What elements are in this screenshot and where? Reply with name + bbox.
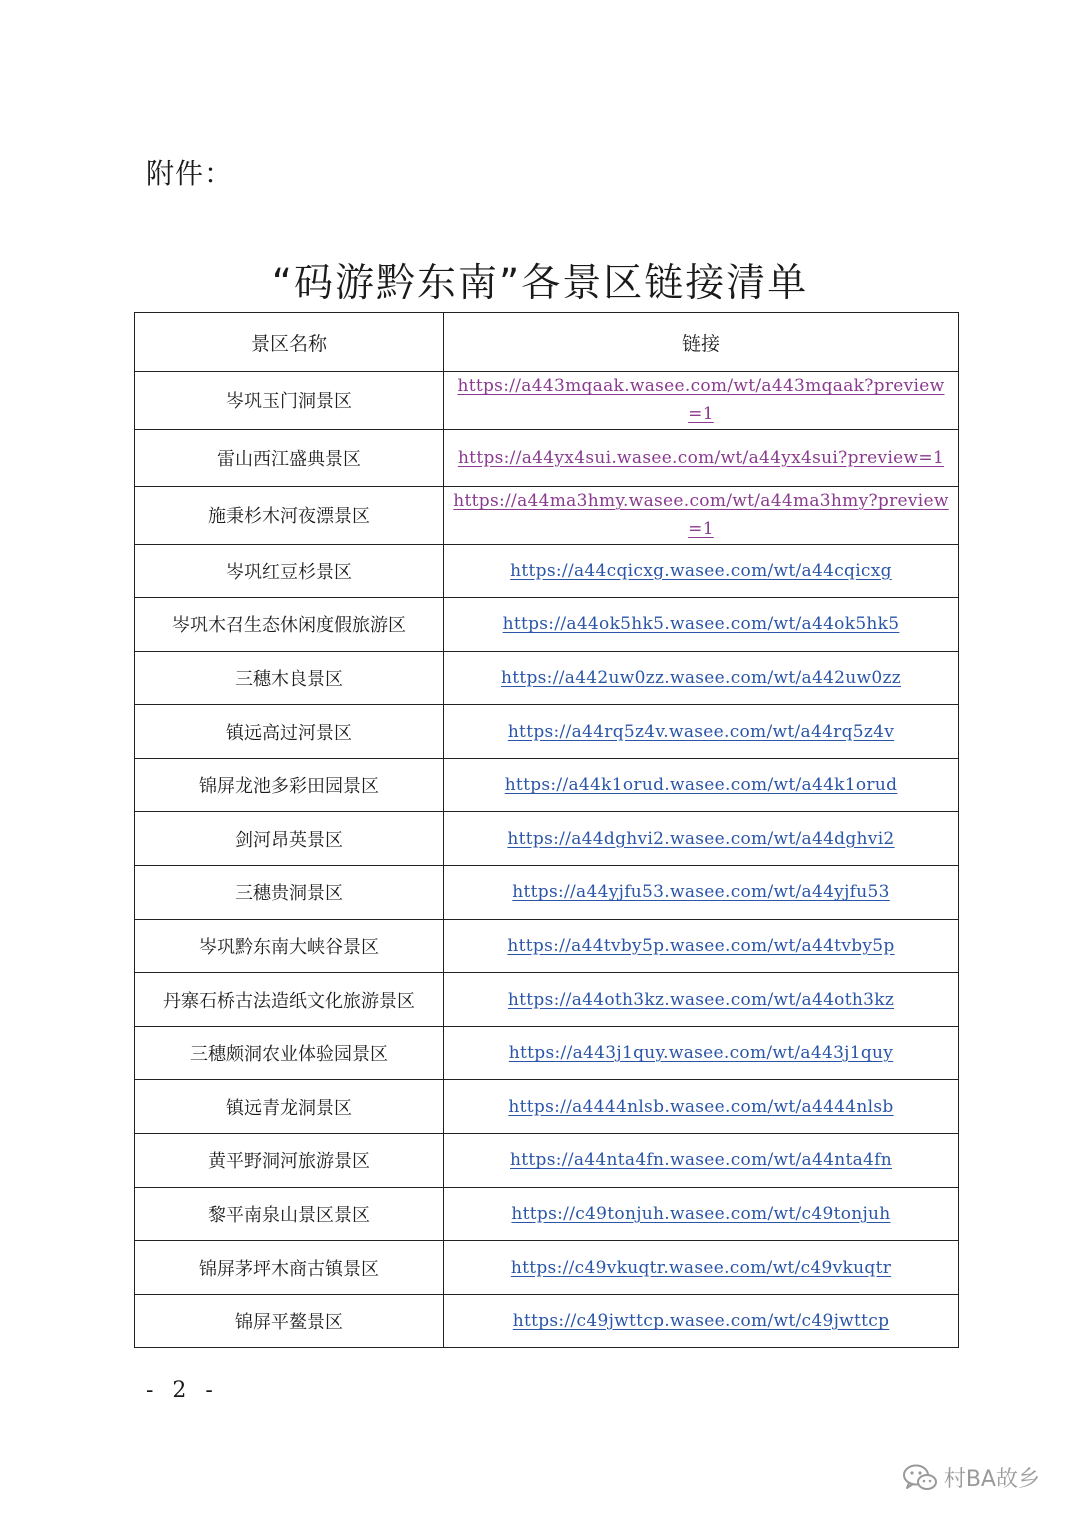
- scenic-area-name: 锦屏龙池多彩田园景区: [135, 758, 444, 812]
- column-header-link: 链接: [444, 313, 959, 372]
- table-row: [135, 705, 959, 759]
- table-row: [135, 544, 959, 598]
- scenic-area-name: 三穗木良景区: [135, 651, 444, 705]
- scenic-area-name: 剑河昂英景区: [135, 812, 444, 866]
- scenic-area-link[interactable]: https://a44rq5z4v.wasee.com/wt/a44rq5z4v: [507, 721, 895, 742]
- link-cell: [444, 651, 959, 705]
- scenic-area-link[interactable]: https://a44oth3kz.wasee.com/wt/a44oth3kz: [507, 989, 895, 1010]
- table-row: [135, 1026, 959, 1080]
- scenic-links-table: [134, 312, 959, 1348]
- scenic-area-link[interactable]: https://a44nta4fn.wasee.com/wt/a44nta4fn: [510, 1150, 892, 1171]
- scenic-area-link[interactable]: https://a443mqaak.wasee.com/wt/a443mqaak?preview=1: [457, 376, 945, 425]
- table-row: [135, 758, 959, 812]
- table-row: [135, 812, 959, 866]
- link-cell: [444, 429, 959, 487]
- table-row: [135, 1241, 959, 1295]
- link-cell: [444, 1134, 959, 1188]
- scenic-area-name: 岑巩黔东南大峡谷景区: [135, 919, 444, 973]
- scenic-area-link[interactable]: https://a44k1orud.wasee.com/wt/a44k1orud: [504, 775, 898, 796]
- wechat-icon: [902, 1463, 938, 1493]
- link-cell: [444, 1080, 959, 1134]
- table-row: [135, 651, 959, 705]
- page-number: - 2 -: [146, 1378, 219, 1403]
- scenic-area-link[interactable]: https://a44yx4sui.wasee.com/wt/a44yx4sui?preview=1: [457, 447, 945, 468]
- table-row: [135, 1080, 959, 1134]
- scenic-area-name: 镇远青龙洞景区: [135, 1080, 444, 1134]
- link-cell: [444, 758, 959, 812]
- scenic-area-link[interactable]: https://a44yjfu53.wasee.com/wt/a44yjfu53: [512, 882, 890, 903]
- scenic-area-name: 岑巩红豆杉景区: [135, 544, 444, 598]
- table-row: [135, 598, 959, 652]
- table-row: [135, 1134, 959, 1188]
- table-row: [135, 1294, 959, 1348]
- link-cell: [444, 973, 959, 1027]
- link-cell: [444, 812, 959, 866]
- scenic-area-name: 雷山西江盛典景区: [135, 429, 444, 487]
- link-cell: [444, 1294, 959, 1348]
- table-row: [135, 429, 959, 487]
- table-row: [135, 973, 959, 1027]
- scenic-area-link[interactable]: https://a442uw0zz.wasee.com/wt/a442uw0zz: [500, 667, 902, 688]
- scenic-area-name: 锦屏茅坪木商古镇景区: [135, 1241, 444, 1295]
- scenic-area-name: 施秉杉木河夜漂景区: [135, 487, 444, 545]
- scenic-area-name: 镇远高过河景区: [135, 705, 444, 759]
- scenic-area-name: 三穗贵洞景区: [135, 866, 444, 920]
- link-cell: [444, 1026, 959, 1080]
- scenic-area-name: 黎平南泉山景区景区: [135, 1187, 444, 1241]
- scenic-area-link[interactable]: https://a44ma3hmy.wasee.com/wt/a44ma3hmy?preview=1: [453, 491, 949, 540]
- scenic-area-name: 三穗颇洞农业体验园景区: [135, 1026, 444, 1080]
- scenic-area-link[interactable]: https://a44ok5hk5.wasee.com/wt/a44ok5hk5: [502, 614, 900, 635]
- scenic-area-name: 岑巩木召生态休闲度假旅游区: [135, 598, 444, 652]
- scenic-area-link[interactable]: https://c49vkuqtr.wasee.com/wt/c49vkuqtr: [510, 1257, 892, 1278]
- scenic-area-name: 丹寨石桥古法造纸文化旅游景区: [135, 973, 444, 1027]
- attachment-label: 附件：: [146, 157, 234, 190]
- link-cell: [444, 866, 959, 920]
- watermark-text: 村BA故乡: [943, 1467, 1040, 1492]
- scenic-area-name: 锦屏平鳌景区: [135, 1294, 444, 1348]
- scenic-area-link[interactable]: https://c49jwttcp.wasee.com/wt/c49jwttcp: [512, 1311, 890, 1332]
- table-row: [135, 1187, 959, 1241]
- document-title: “码游黔东南”各景区链接清单: [271, 261, 809, 306]
- link-cell: [444, 705, 959, 759]
- scenic-area-link[interactable]: https://c49tonjuh.wasee.com/wt/c49tonjuh: [511, 1203, 891, 1224]
- scenic-area-name: 黄平野洞河旅游景区: [135, 1134, 444, 1188]
- scenic-area-link[interactable]: https://a44cqicxg.wasee.com/wt/a44cqicxg: [510, 560, 892, 581]
- table-row: [135, 487, 959, 545]
- table-body: [135, 372, 959, 1348]
- watermark: [902, 1462, 1040, 1493]
- link-cell: [444, 487, 959, 545]
- link-cell: [444, 1241, 959, 1295]
- link-cell: [444, 544, 959, 598]
- link-cell: [444, 1187, 959, 1241]
- link-cell: [444, 919, 959, 973]
- scenic-area-link[interactable]: https://a4444nlsb.wasee.com/wt/a4444nlsb: [508, 1096, 894, 1117]
- scenic-area-name: 岑巩玉门洞景区: [135, 372, 444, 430]
- link-cell: [444, 598, 959, 652]
- scenic-area-link[interactable]: https://a44tvby5p.wasee.com/wt/a44tvby5p: [507, 935, 895, 956]
- table-row: [135, 866, 959, 920]
- table-row: [135, 919, 959, 973]
- table-header-row: [135, 313, 959, 372]
- link-cell: [444, 372, 959, 430]
- table-row: [135, 372, 959, 430]
- scenic-area-link[interactable]: https://a443j1quy.wasee.com/wt/a443j1quy: [508, 1043, 894, 1064]
- scenic-area-link[interactable]: https://a44dghvi2.wasee.com/wt/a44dghvi2: [507, 828, 895, 849]
- column-header-name: 景区名称: [135, 313, 444, 372]
